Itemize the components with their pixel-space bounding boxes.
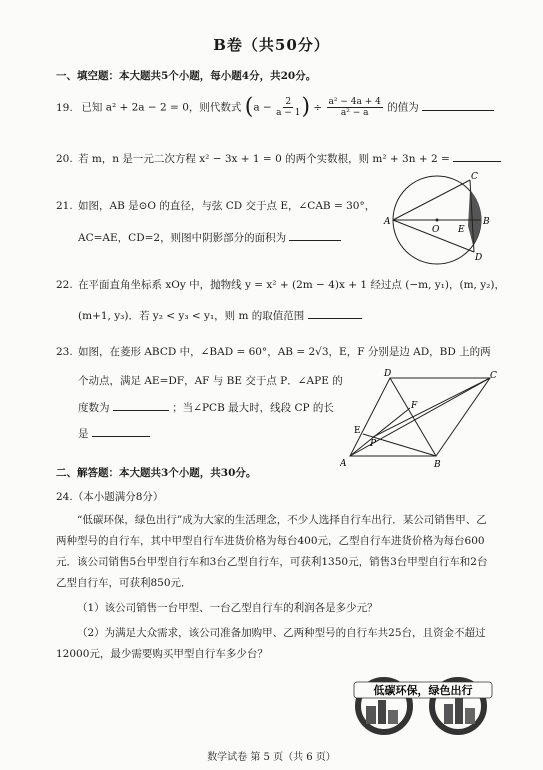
fraction: $\frac{2}{a - 1}$ bbox=[276, 97, 301, 118]
point-B-label: B bbox=[434, 460, 441, 470]
point-E-label: E bbox=[458, 225, 465, 235]
point-F-label: F bbox=[411, 401, 418, 411]
answer-blank[interactable] bbox=[453, 150, 501, 162]
point-A-label: A bbox=[384, 217, 391, 227]
point-P-label: P bbox=[370, 439, 377, 449]
page-footer: 数学试卷 第 5 页（共 6 页） bbox=[207, 752, 336, 763]
question-21-line1: 21. 如图，AB 是⊙O 的直径，与弦 CD 交于点 E，∠CAB = 30°， bbox=[56, 200, 376, 212]
question-21-line2: AC=AE，CD=2，则图中阴影部分的面积为 bbox=[78, 229, 341, 245]
question-20: 20. 若 m，n 是一元二次方程 x² − 3x + 1 = 0 的两个实数根，则 m² + 3n + 2 = bbox=[56, 150, 501, 166]
point-D-label: D bbox=[475, 253, 483, 263]
question-22-line1: 22. 在平面直角坐标系 xOy 中，抛物线 y = x² + (2m − 4)x + 1 经过点 (−m, y₁)，(m, y₂)， bbox=[56, 279, 505, 291]
point-C-label: C bbox=[490, 371, 497, 381]
point-C-label: C bbox=[471, 172, 478, 182]
shaded-region bbox=[468, 190, 481, 245]
point-A-label: A bbox=[340, 459, 347, 469]
answer-blank[interactable] bbox=[308, 307, 362, 319]
question-23-line4: 是 bbox=[78, 425, 150, 441]
fraction: $\frac{\text{a² − 4a + 4}}{\text{a² − a}}$ bbox=[328, 97, 381, 118]
answer-blank[interactable] bbox=[92, 425, 150, 437]
answer-blank[interactable] bbox=[422, 99, 494, 111]
question-number: 19. bbox=[56, 101, 73, 114]
point-B-label: B bbox=[483, 217, 490, 227]
section-solution-heading: 二、解答题：本大题共3个小题，共30分。 bbox=[56, 467, 257, 479]
badge-slogan: 低碳环保，绿色出行 bbox=[373, 684, 473, 697]
question-23-line2: 个动点，满足 AE=DF，AF 与 BE 交于点 P．∠APE 的 bbox=[78, 375, 343, 387]
answer-blank[interactable] bbox=[113, 399, 169, 411]
green-travel-badge bbox=[348, 660, 498, 740]
rhombus-diagram bbox=[340, 364, 500, 472]
question-23-line1: 23. 如图，在菱形 ABCD 中，∠BAD = 60°，AB = 2√3，E，F 分别是边 AD，BD 上的两 bbox=[56, 346, 491, 358]
question-24-heading: 24.（本小题满分8分） bbox=[56, 491, 164, 503]
section-fill-blank-heading: 一、填空题：本大题共5个小题，每小题4分，共20分。 bbox=[56, 70, 317, 82]
question-24-stem: “低碳环保，绿色出行”成为大家的生活理念，不少人选择自行车出行．某公司销售甲、乙两种型号的自行车，其中甲型自行车进货价格为每台400元，乙型自行车进货价格为每台600元．该公司销售5台甲型自行车和3台乙型自行车，可获利1350元，销售3台甲型自行车和2台乙型自行车，可获利850元． bbox=[56, 514, 488, 589]
question-24-part2: （2）为满足大众需求，该公司准备加购甲、乙两种型号的自行车共25台，且资金不超过12000元，最少需要购买甲型自行车多少台？ bbox=[56, 627, 486, 660]
question-22-line2: (m+1, y₃)．若 y₂ < y₃ < y₁，则 m 的取值范围 bbox=[78, 307, 362, 323]
question-23-line3: 度数为 ；当∠PCB 最大时，线段 CP 的长 bbox=[78, 399, 334, 415]
circle-diagram bbox=[372, 170, 496, 266]
answer-blank[interactable] bbox=[289, 229, 341, 241]
point-O-label: O bbox=[432, 225, 440, 235]
question-24-part1: （1）该公司销售一台甲型、一台乙型自行车的利润各是多少元？ bbox=[77, 602, 378, 614]
question-19: 19. 已知 a² + 2a − 2 = 0，则代数式 (a − $\frac{2}{a - 1}$ ) ÷ $\frac{\text{a² − 4a + 4}}{\text{a² − a}}$ 的值为 bbox=[56, 97, 494, 118]
point-D-label: D bbox=[384, 369, 392, 379]
point-E-label: E bbox=[354, 426, 361, 436]
page-title: B卷（共50分） bbox=[213, 36, 330, 54]
